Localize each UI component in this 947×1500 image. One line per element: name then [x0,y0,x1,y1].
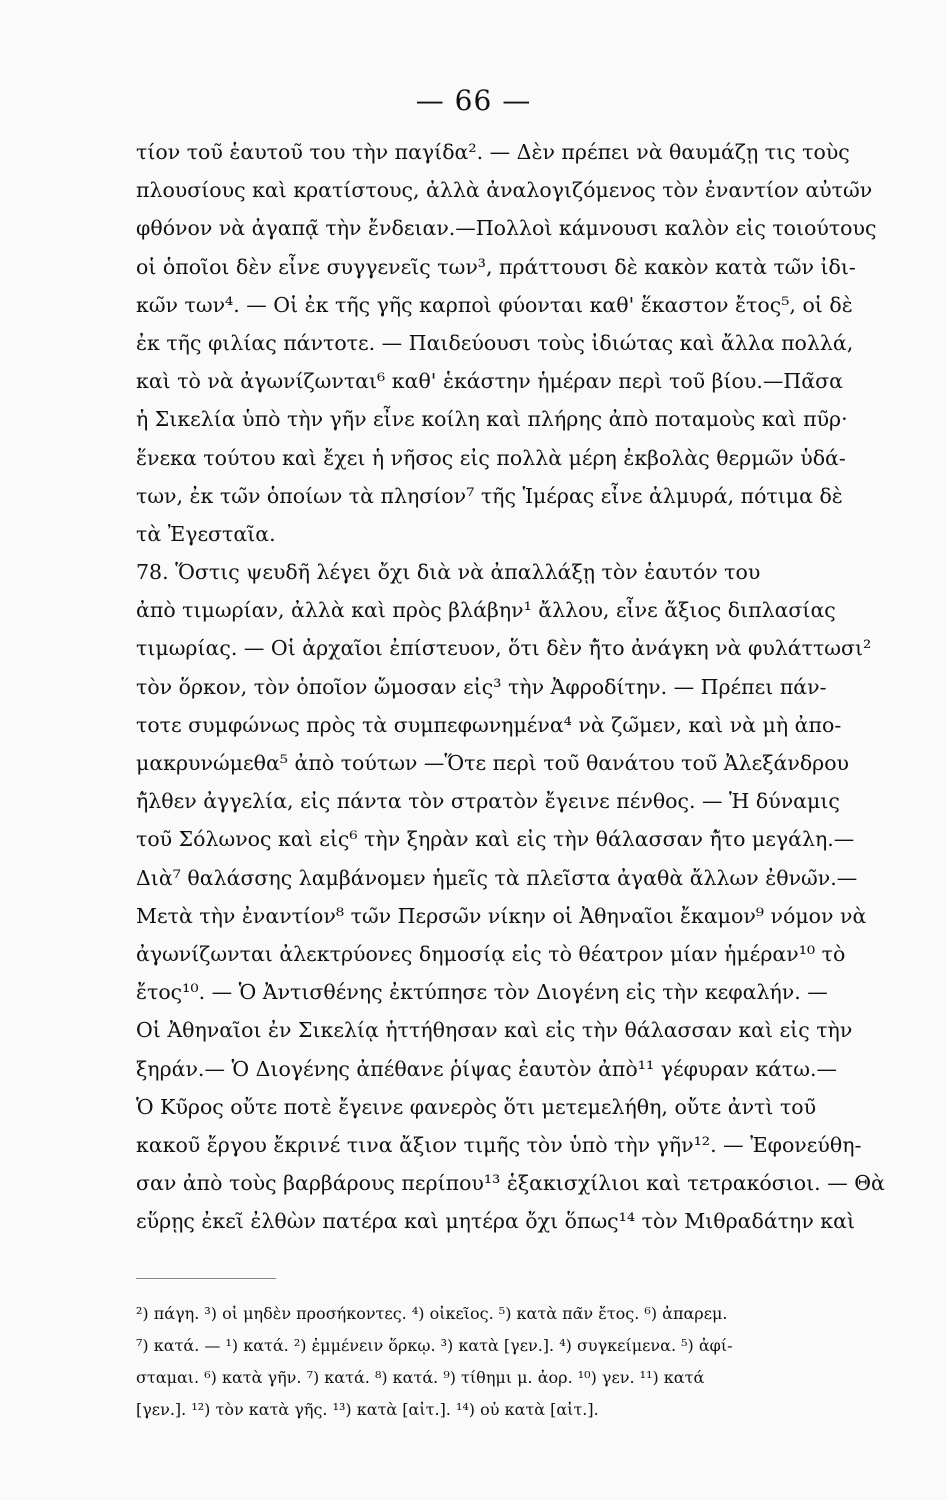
text-line: σαν ἀπὸ τοὺς βαρβάρους περίπου¹³ ἑξακισχίλιοι καὶ τετρακόσιοι. — Θὰ [136,1171,885,1196]
text-line: πλουσίους καὶ κρατίστους, ἀλλὰ ἀναλογιζόμενος τὸν ἐναντίον αὐτω̃ν [136,178,873,203]
text-line: Ὁ Κυ̃ρος οὔτε ποτὲ ἔγεινε φανερὸς ὅτι μετεμελήθη, οὔτε ἀντὶ του̃ [136,1094,817,1119]
text-line: τίον του̃ ἑαυτου̃ του τὴν παγίδα². — Δὲν πρέπει νὰ θαυμάζῃ τις τοὺς [136,140,850,164]
text-line: του̃ Σόλωνος καὶ εἰς⁶ τὴν ξηρὰν καὶ εἰς τὴν θάλασσαν ἠ̃το μεγάλη.— [136,827,855,852]
text-line: Μετὰ τὴν ἐναντίον⁸ τω̃ν Περσω̃ν νίκην οἱ Ἀθηναι̃οι ἔκαμον⁹ νόμον νὰ [136,903,867,928]
text-line: ἕνεκα τούτου καὶ ἔχει ἡ νη̃σος εἰς πολλὰ μέρη ἐκβολὰς θερμω̃ν ὑδά- [136,445,846,470]
body-text [136,133,932,1240]
text-line: ἀγωνίζωνται ἀλεκτρύονες δημοσίᾳ εἰς τὸ θέατρον μίαν ἡμέραν¹⁰ τὸ [136,941,846,966]
footnote-line: [γεν.]. ¹²) τὸν κατὰ γη̃ς. ¹³) κατὰ [αἰτ.]. ¹⁴) οὐ κατὰ [αἰτ.]. [136,1400,599,1419]
text-line: 78. Ὅστις ψευδη̃ λέγει ὄχι διὰ νὰ ἀπαλλάξῃ τὸν ἑαυτόν του [136,560,761,585]
footnote-line: ²) πάγη. ³) οἱ μηδὲν προσήκοντες. ⁴) οἰκει̃ος. ⁵) κατὰ πα̃ν ἔτος. ⁶) ἀπαρεμ. [136,1304,728,1323]
text-line: ξηράν.— Ὁ Διογένης ἀπέθανε ῥίψας ἑαυτὸν ἀπὸ¹¹ γέφυραν κάτω.— [136,1056,837,1081]
text-line: τὸν ὅρκον, τὸν ὁποι̃ον ὤμοσαν εἰς³ τὴν Ἀφροδίτην. — Πρέπει πάν- [136,674,827,699]
text-line: κακου̃ ἔργου ἔκρινέ τινα ἄξιον τιμη̃ς τὸν ὑπὸ τὴν γη̃ν¹². — Ἐφονεύθη- [136,1132,862,1157]
footnote-line: σταμαι. ⁶) κατὰ γη̃ν. ⁷) κατά. ⁸) κατά. ⁹) τίθημι μ. ἀορ. ¹⁰) γεν. ¹¹) κατά [136,1368,705,1387]
text-line: κω̃ν των⁴. — Οἱ ἐκ τη̃ς γη̃ς καρποὶ φύονται καθ' ἕκαστον ἔτος⁵, οἱ δὲ [136,292,853,317]
text-line: Οἱ Ἀθηναι̃οι ἐν Σικελίᾳ ἡττήθησαν καὶ εἰς τὴν θάλασσαν καὶ εἰς τὴν [136,1018,853,1043]
text-line: τιμωρίας. — Οἱ ἀρχαι̃οι ἐπίστευον, ὅτι δὲν ἠ̃το ἀνάγκη νὰ φυλάττωσι² [136,636,872,661]
text-line: μακρυνώμεθα⁵ ἀπὸ τούτων —Ὅτε περὶ του̃ θανάτου του̃ Ἀλεξάνδρου [136,751,850,775]
text-line: οἱ ὁποι̃οι δὲν εἶνε συγγενει̃ς των³, πράττουσι δὲ κακὸν κατὰ τω̃ν ἰδι- [136,254,856,279]
text-line: Διὰ⁷ θαλάσσης λαμβάνομεν ἡμει̃ς τὰ πλει̃στα ἀγαθὰ ἄλλων ἐθνω̃ν.— [136,865,858,890]
text-line: τοτε συμφώνως πρὸς τὰ συμπεφωνημένα⁴ νὰ ζω̃μεν, καὶ νὰ μὴ ἀπο- [136,712,842,737]
text-line: ἡ Σικελία ὑπὸ τὴν γη̃ν εἶνε κοίλη καὶ πλήρης ἀπὸ ποταμοὺς καὶ πυ̃ρ· [136,407,848,432]
text-line: ἔτος¹⁰. — Ὁ Ἀντισθένης ἐκτύπησε τὸν Διογένη εἰς τὴν κεφαλήν. — [136,980,828,1005]
text-line: ἀπὸ τιμωρίαν, ἀλλὰ καὶ πρὸς βλάβην¹ ἄλλου, εἶνε ἄξιος διπλασίας [136,598,836,623]
text-line: εὕρῃς ἐκει̃ ἐλθὼν πατέρα καὶ μητέρα ὄχι ὅπως¹⁴ τὸν Μιθραδάτην καὶ [136,1209,856,1234]
text-line: καὶ τὸ νὰ ἀγωνίζωνται⁶ καθ' ἑκάστην ἡμέραν περὶ του̃ βίου.—Πα̃σα [136,369,843,394]
text-line: τὰ Ἐγεσται̃α. [136,521,276,546]
footnote-divider [136,1278,276,1279]
text-line: των, ἐκ τω̃ν ὁποίων τὰ πλησίον⁷ τη̃ς Ἱμέρας εἶνε ἁλμυρά, πότιμα δὲ [136,483,843,508]
text-line: φθόνον νὰ ἀγαπᾳ̃ τὴν ἔνδειαν.—Πολλοὶ κάμνουσι καλὸν εἰς τοιούτους [136,216,877,241]
text-line: ἐκ τη̃ς φιλίας πάντοτε. — Παιδεύουσι τοὺς ἰδιώτας καὶ ἄλλα πολλά, [136,330,854,355]
footnote-line: ⁷) κατά. — ¹) κατά. ²) ἐμμένειν ὅρκῳ. ³) κατὰ [γεν.]. ⁴) συγκείμενα. ⁵) ἀφί- [136,1336,733,1355]
footnotes [136,1298,936,1426]
page-number: — 66 — [415,84,532,117]
text-line: ἠ̃λθεν ἀγγελία, εἰς πάντα τὸν στρατὸν ἔγεινε πένθος. — Ἡ δύναμις [136,789,840,814]
